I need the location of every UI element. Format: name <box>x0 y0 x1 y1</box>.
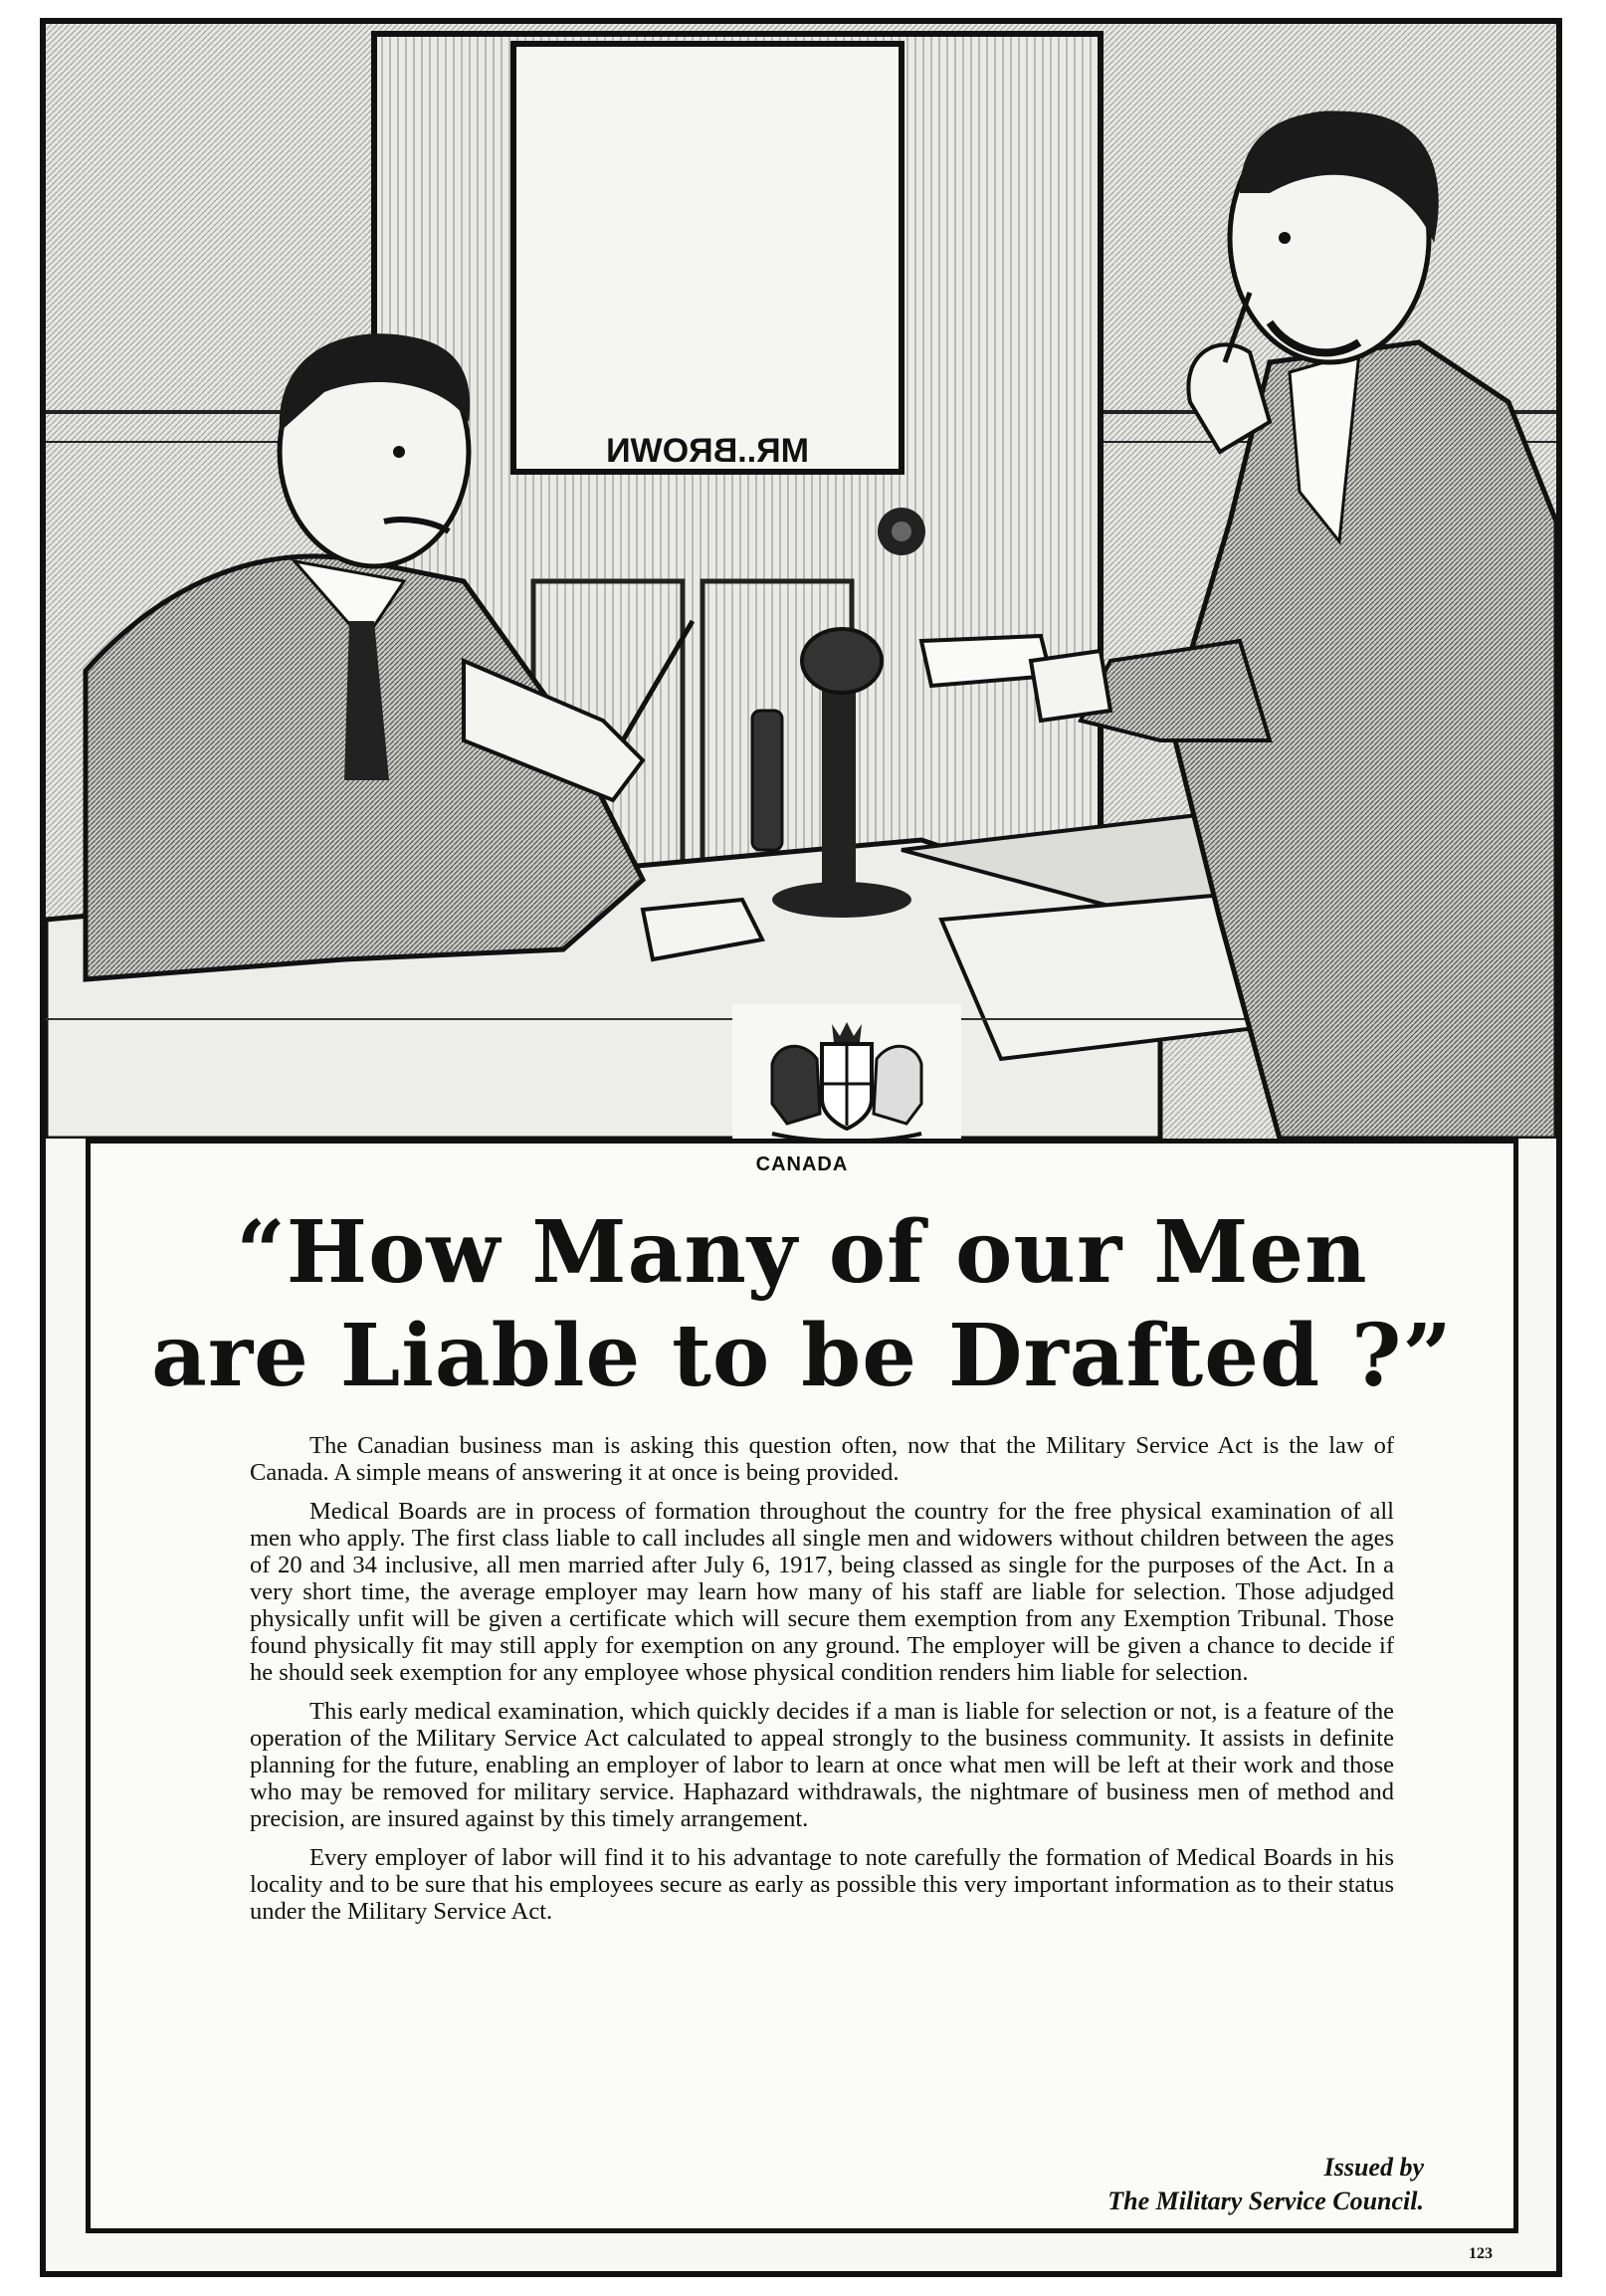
body-text <box>250 1432 1394 1937</box>
issued-by <box>1107 2151 1424 2218</box>
coat-of-arms-emblem <box>732 1004 961 1153</box>
paragraph-2: Medical Boards are in process of formation throughout the country for the free physical examination of all men who apply. The first class liable to call includes all single men and widowers without children between the ages of 20 and 34 inclusive, all men married after July 6, 1917, being classed as single for the purposes of the Act. In a very short time, the average employer may learn how many of his staff are liable for selection. Those adjudged physically unfit will be given a certificate which will secure them exemption from any Exemption Tribunal. Those found physically fit may still apply for exemption on any ground. The employer will be given a chance to decide if he should seek exemption for any employee whose physical condition renders him liable for selection. <box>250 1498 1394 1686</box>
poster <box>40 18 1562 2277</box>
issued-by-line-1: Issued by <box>1323 2153 1424 2182</box>
door-sign: MR..BROWN <box>606 432 809 470</box>
text-panel <box>86 1139 1518 2233</box>
coat-of-arms-icon <box>732 1004 961 1153</box>
office-illustration <box>46 24 1556 1139</box>
issued-by-line-2: The Military Service Council. <box>1107 2187 1424 2215</box>
paragraph-1: The Canadian business man is asking this question often, now that the Military Service Act is the law of Canada. A simple means of answering it at once is being provided. <box>250 1432 1394 1486</box>
headline-line-1: “How Many of our Men <box>236 1202 1368 1303</box>
headline <box>91 1201 1513 1408</box>
country-label: CANADA <box>755 1153 849 1175</box>
page-number: 123 <box>1469 2245 1493 2262</box>
office-scene-drawing <box>46 24 1556 1139</box>
paragraph-3: This early medical examination, which quickly decides if a man is liable for selection or not, is a feature of the operation of the Military Service Act calculated to appeal strongly to the business community. It assists in definite planning for the future, enabling an employer of labor to learn at once what men will be left at their work and those who may be removed for military service. Haphazard withdrawals, the nightmare of business men of method and precision, are insured against by this timely arrangement. <box>250 1698 1394 1832</box>
headline-line-2: are Liable to be Drafted ?” <box>151 1306 1453 1406</box>
paragraph-4: Every employer of labor will find it to his advantage to note carefully the formation of Medical Boards in his locality and to be sure that his employees secure as early as possible this very important information as to their status under the Military Service Act. <box>250 1844 1394 1925</box>
